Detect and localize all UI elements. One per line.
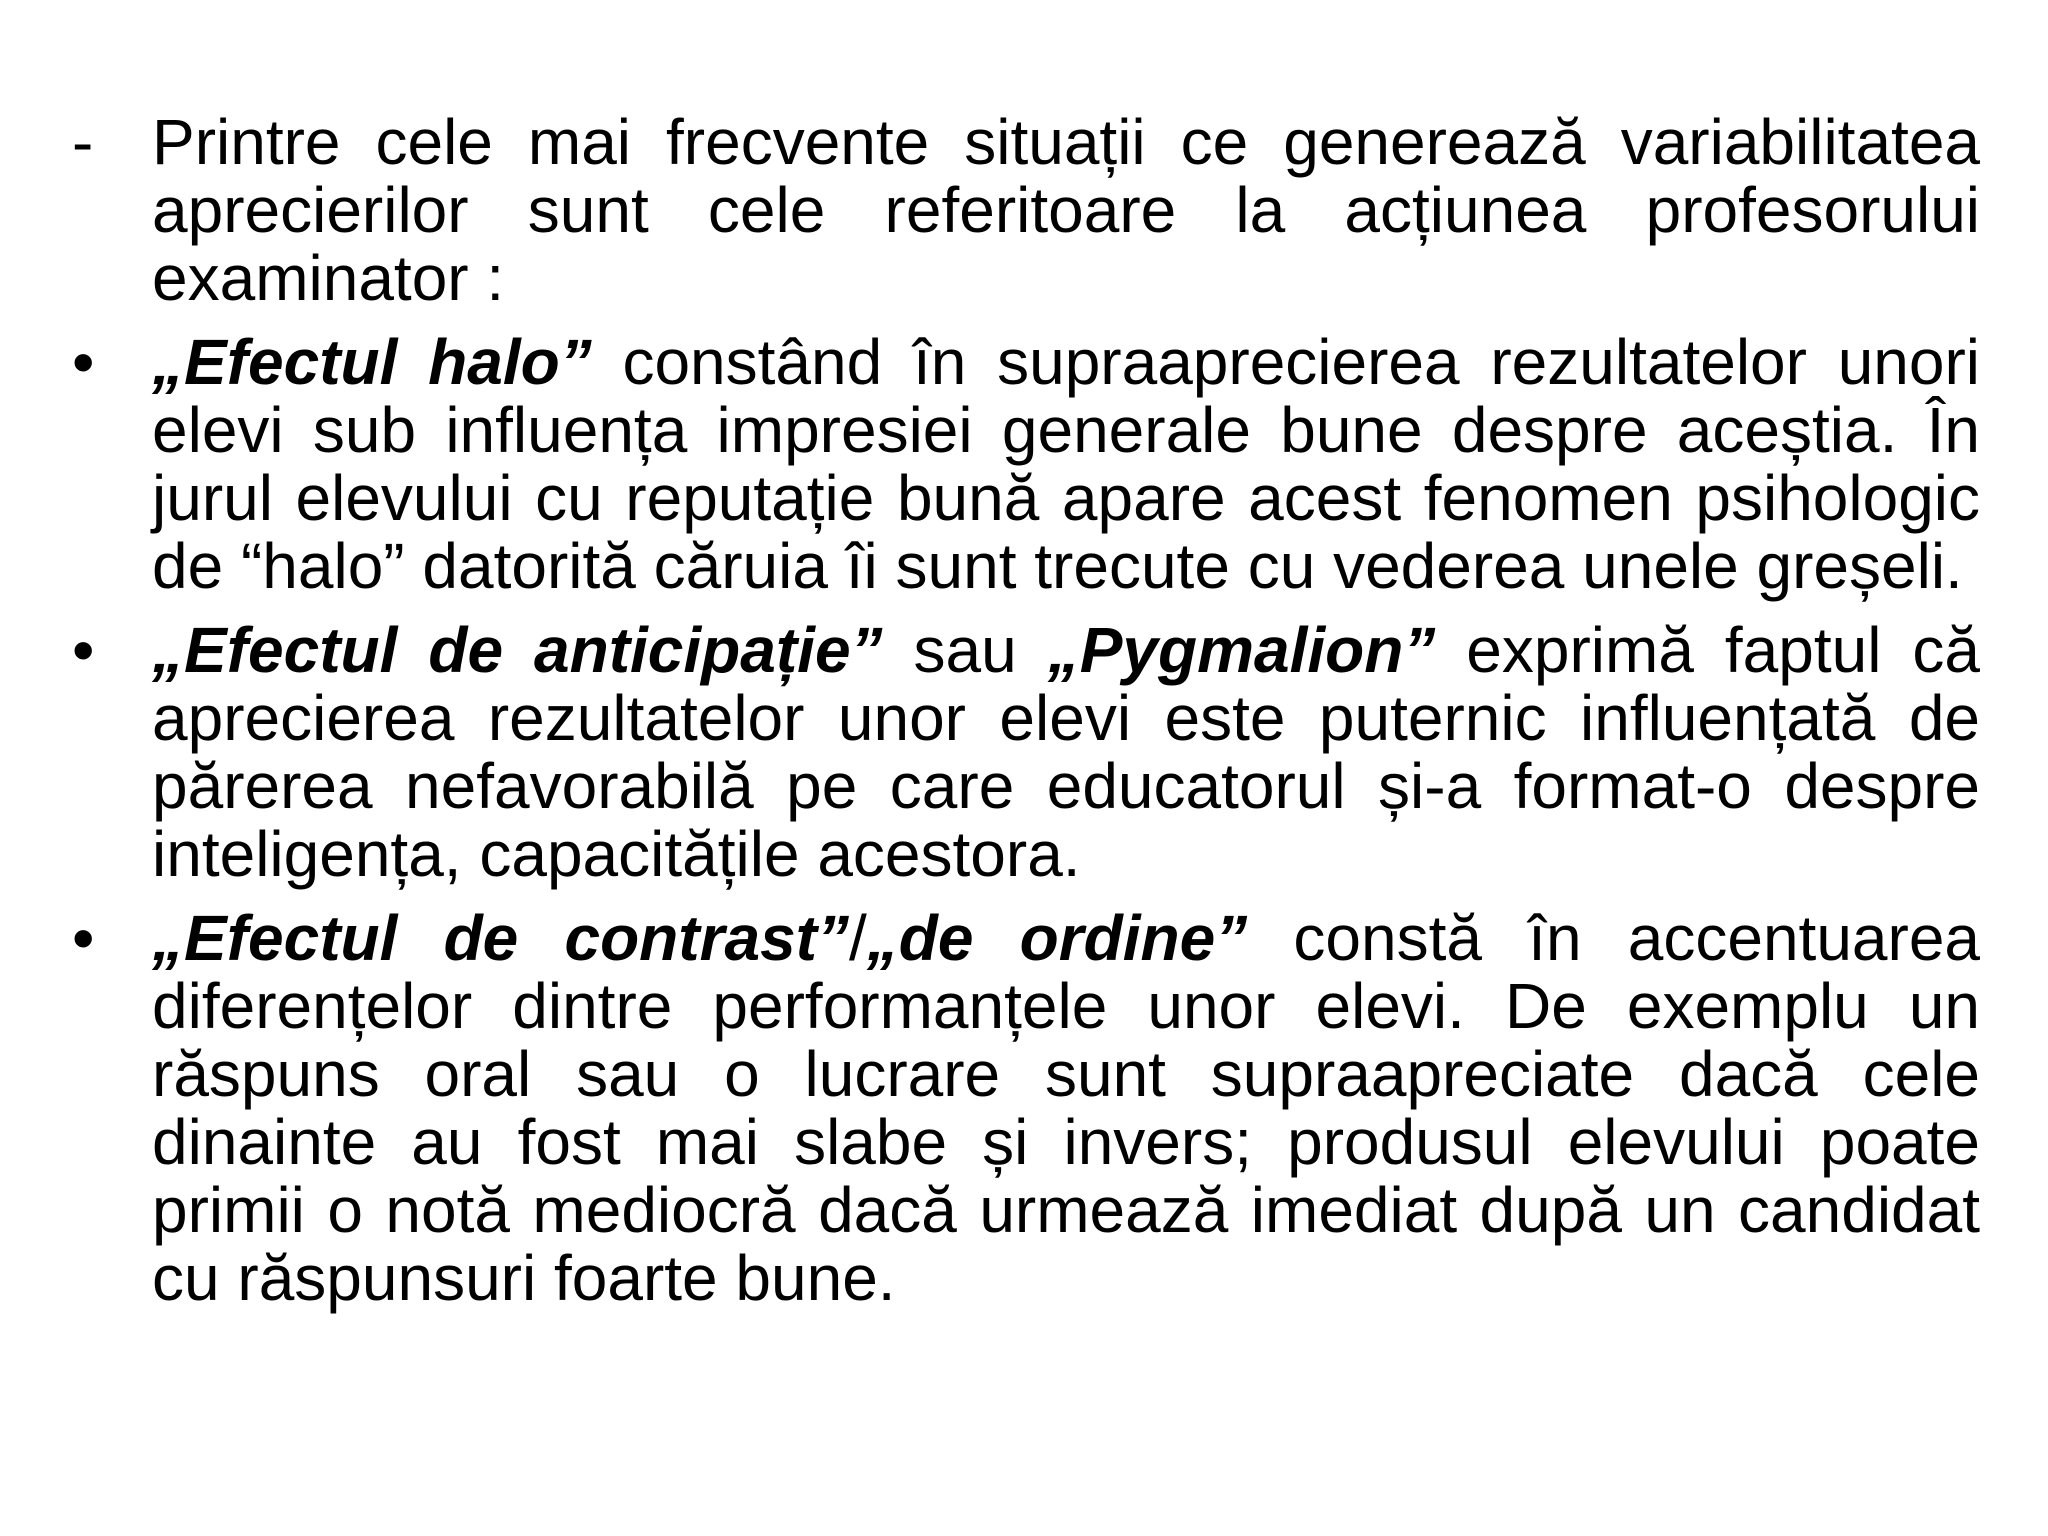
bullet-marker: • [72, 614, 95, 686]
term-pygmalion: „Pygmalion” [1047, 614, 1436, 686]
list-item-1 [72, 108, 1980, 312]
list-item-3 [72, 616, 1980, 888]
item-text: sau [882, 614, 1048, 686]
slide-content [72, 108, 1980, 1328]
term-halo: „Efectul halo” [152, 326, 592, 398]
dash-marker: - [72, 106, 94, 178]
list-item-4 [72, 904, 1980, 1312]
term-contrast: „Efectul de contrast” [152, 902, 849, 974]
term-ordine: „de ordine” [866, 902, 1248, 974]
term-anticipatie: „Efectul de anticipație” [152, 614, 883, 686]
item-text: constă în accentuarea diferențelor dintre performanțele unor elevi. De exemplu un răspuns oral sau o lucrare sunt supraapreciate dacă cele dinainte au fost mai slabe și invers; produsul elevului poate primii o notă mediocră dacă urmează imediat după un candidat cu răspunsuri foarte bune. [152, 902, 1980, 1314]
list-item-2 [72, 328, 1980, 600]
item-text: / [848, 902, 867, 974]
bullet-marker: • [72, 902, 95, 974]
item-text: Printre cele mai frecvente situații ce generează variabilitatea aprecierilor sunt cele referitoare la acțiunea profesorului examinator : [152, 106, 1980, 314]
item-text: constând în supraaprecierea rezultatelor unori elevi sub influența impresiei generale bune despre aceștia. În jurul elevului cu reputație bună apare acest fenomen psihologic de “halo” datorită căruia îi sunt trecute cu vederea unele greșeli. [152, 326, 1981, 602]
item-text: exprimă faptul că aprecierea rezultatelor unor elevi este puternic influențată de părerea nefavorabilă pe care educatorul și-a format-o despre inteligența, capacitățile acestora. [152, 614, 1981, 890]
bullet-marker: • [72, 326, 95, 398]
